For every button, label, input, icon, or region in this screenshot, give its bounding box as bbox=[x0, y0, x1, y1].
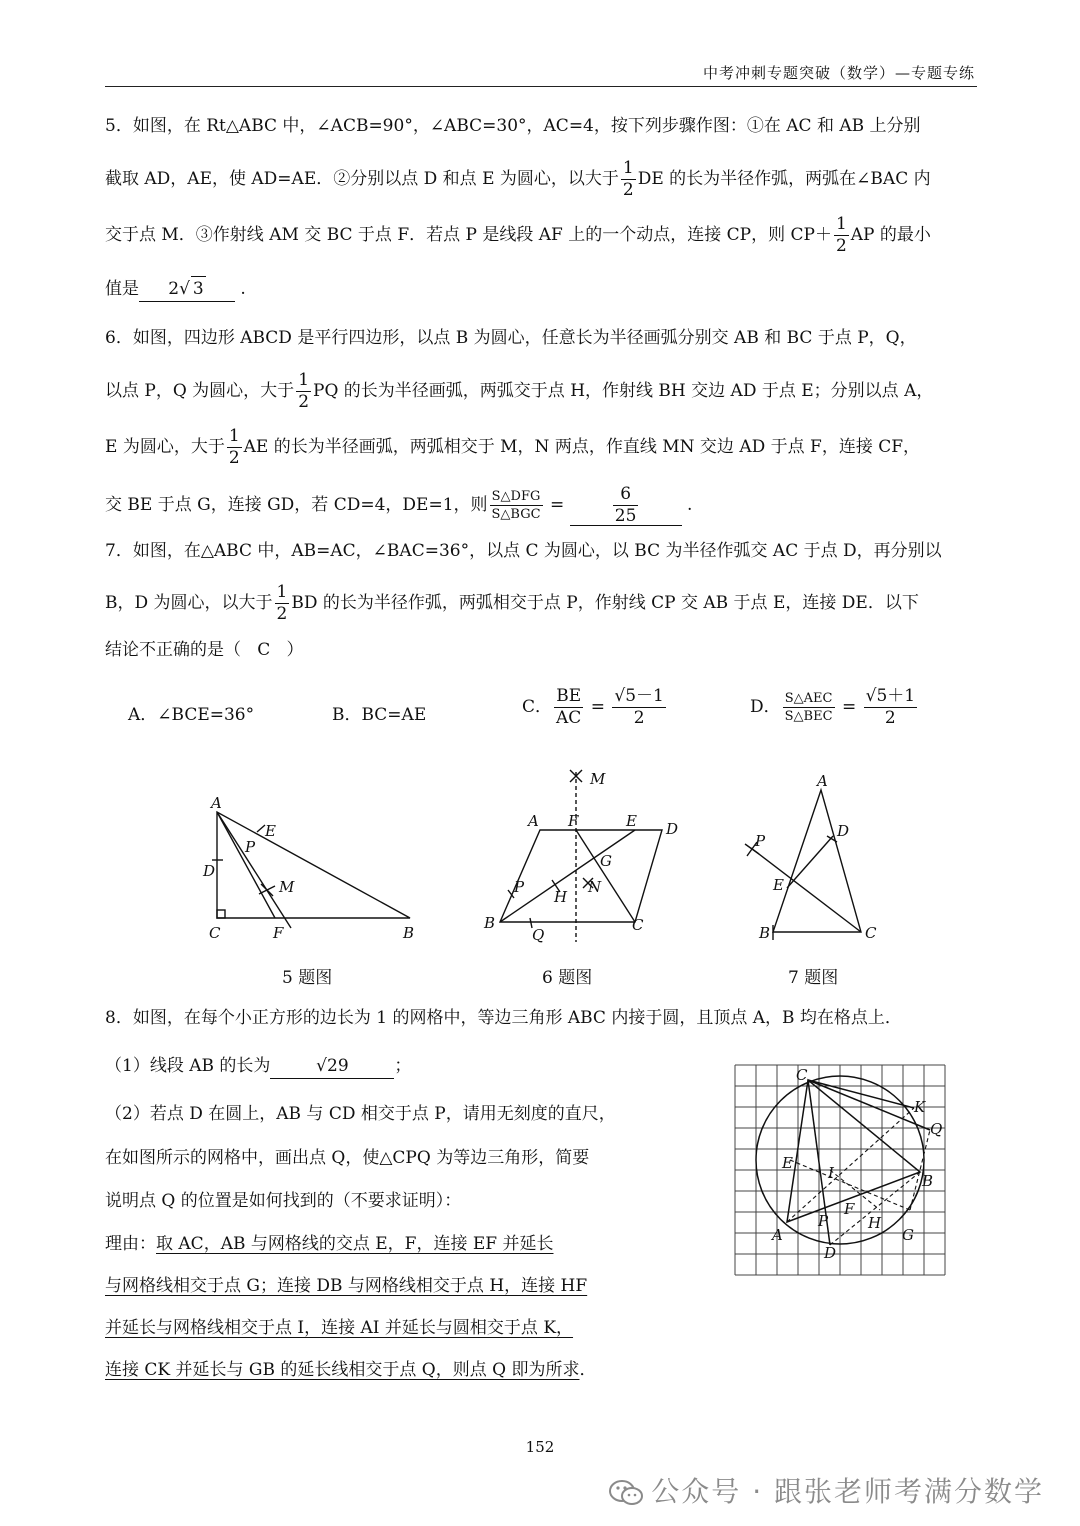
wechat-icon bbox=[609, 1479, 643, 1507]
q8-reason-1: 理由：取 AC，AB 与网格线的交点 E，F，连接 EF 并延长 bbox=[105, 1234, 554, 1254]
q8-part2-c: 说明点 Q 的位置是如何找到的（不要求证明）： bbox=[105, 1191, 462, 1211]
half-fraction: $\frac{1}{2}$ bbox=[298, 370, 310, 412]
q6-answer-blank: $\frac{6}{25}$ bbox=[570, 486, 682, 526]
fig6-caption: 6 题图 bbox=[542, 968, 593, 988]
fig8-label-B: B bbox=[922, 1172, 934, 1190]
q7-option-a: A．∠BCE=36° bbox=[128, 705, 255, 725]
fig7-label-C: C bbox=[865, 924, 877, 942]
fig8-label-I: I bbox=[828, 1164, 834, 1182]
fig8-label-G: G bbox=[902, 1226, 914, 1244]
q8-answer-blank: √29 bbox=[270, 1054, 394, 1079]
fig7-caption: 7 题图 bbox=[788, 968, 839, 988]
fig8-label-K: K bbox=[914, 1098, 926, 1116]
q6-line2: 以点 P，Q 为圆心，大于 $\frac{1}{2}$ PQ 的长为半径画弧，两弧交于点 H，作射线 BH 交边 AD 于点 E；分别以点 A， bbox=[105, 370, 934, 412]
fig6-label-N: N bbox=[588, 878, 602, 896]
q5-line2 bbox=[105, 160, 931, 199]
fig5-label-F: F bbox=[273, 924, 284, 942]
q6-line4: 交 BE 于点 G，连接 GD，若 CD=4，DE=1，则 $\frac{\text{S△DFG}}{\text{S△BGC}}$ = $\frac{6}{25}$ . bbox=[105, 484, 693, 526]
fig5-label-M: M bbox=[279, 878, 295, 896]
fig7-label-A: A bbox=[817, 772, 828, 790]
header-rule bbox=[105, 86, 977, 87]
q8-part1: （1）线段 AB 的长为 √29 ； bbox=[105, 1054, 411, 1079]
q7-line2: B，D 为圆心，以大于 $\frac{1}{2}$ BD 的长为半径作弧，两弧相交于点 P，作射线 CP 交 AB 于点 E，连接 DE．以下 bbox=[105, 582, 919, 624]
q7-line3: 结论不正确的是（ C ） bbox=[105, 640, 304, 660]
fig6-label-F: F bbox=[568, 812, 579, 830]
fig5-caption: 5 题图 bbox=[282, 968, 333, 988]
fig6-label-G: G bbox=[600, 852, 612, 870]
q5-line2-b: DE 的长为半径作弧，两弧在∠BAC 内 bbox=[637, 169, 931, 189]
fig6-label-A: A bbox=[528, 812, 539, 830]
page-number: 152 bbox=[525, 1438, 555, 1456]
fig8-label-H: H bbox=[868, 1214, 882, 1232]
q7-option-c: C． $\frac{BE}{AC}$ = $\frac{√5-1}{2}$ bbox=[522, 686, 664, 728]
fig8-label-A: A bbox=[772, 1226, 783, 1244]
fig8-label-C: C bbox=[796, 1066, 808, 1084]
q5-answer-blank: 2√ 3 bbox=[139, 276, 235, 302]
q7-line1: 7．如图，在△ABC 中，AB=AC，∠BAC=36°，以点 C 为圆心，以 BC 为半径作弧交 AC 于点 D，再分别以 bbox=[105, 541, 942, 561]
q6-ratio: $\frac{\text{S△DFG}}{\text{S△BGC}}$ bbox=[491, 489, 541, 522]
q6-line3: E 为圆心，大于 $\frac{1}{2}$ AE 的长为半径画弧，两弧相交于 M，N 两点，作直线 MN 交边 AD 于点 F，连接 CF， bbox=[105, 426, 921, 468]
fig6-label-P: P bbox=[514, 878, 525, 896]
q7-option-b: B．BC=AE bbox=[332, 705, 427, 725]
q5-line2-a: 截取 AD，AE，使 AD=AE．②分别以点 D 和点 E 为圆心，以大于 bbox=[105, 169, 619, 189]
q5-line3-b: AP 的最小 bbox=[850, 225, 931, 245]
fig6-label-C: C bbox=[632, 916, 644, 934]
q8-reason-4: 连接 CK 并延长与 GB 的延长线相交于点 Q，则点 Q 即为所求． bbox=[105, 1360, 597, 1380]
half-fraction: $\frac{1}{2}$ bbox=[622, 158, 634, 200]
page-header: 中考冲刺专题突破（数学）—专题专练 bbox=[702, 64, 975, 82]
figure-5 bbox=[195, 790, 425, 950]
fig6-label-M: M bbox=[590, 770, 606, 788]
q7-answer: C bbox=[257, 640, 271, 660]
fig7-label-P: P bbox=[755, 832, 766, 850]
watermark bbox=[609, 1470, 1044, 1510]
half-fraction: $\frac{1}{2}$ bbox=[835, 214, 847, 256]
fig5-label-E: E bbox=[265, 822, 276, 840]
q8-line1: 8．如图，在每个小正方形的边长为 1 的网格中，等边三角形 ABC 内接于圆，且顶点 A，B 均在格点上． bbox=[105, 1008, 902, 1028]
fig8-label-D: D bbox=[824, 1244, 837, 1262]
q5-line4-label: 值是 bbox=[105, 279, 139, 299]
fig8-label-Q: Q bbox=[930, 1120, 943, 1138]
q8-reason-3: 并延长与网格线相交于点 I，连接 AI 并延长与圆相交于点 K， bbox=[105, 1318, 574, 1338]
half-fraction: $\frac{1}{2}$ bbox=[276, 582, 288, 624]
fig8-label-P: P bbox=[818, 1212, 829, 1230]
fig8-label-F: F bbox=[844, 1200, 855, 1218]
fig6-label-E: E bbox=[626, 812, 637, 830]
fig5-label-B: B bbox=[403, 924, 415, 942]
figure-6 bbox=[480, 762, 690, 952]
q5-line3-a: 交于点 M．③作射线 AM 交 BC 于点 F．若点 P 是线段 AF 上的一个动点，连接 CP，则 CP＋ bbox=[105, 225, 832, 245]
q5-line1: 5．如图，在 Rt△ABC 中，∠ACB=90°，∠ABC=30°，AC=4，按下列步骤作图：①在 AC 和 AB 上分别 bbox=[105, 116, 921, 136]
watermark-text: 公众号 · 跟张老师考满分数学 bbox=[651, 1475, 1044, 1508]
q6-line1: 6．如图，四边形 ABCD 是平行四边形，以点 B 为圆心，任意长为半径画弧分别交 AB 和 BC 于点 P，Q， bbox=[105, 328, 917, 348]
fig5-label-P: P bbox=[245, 838, 256, 856]
fig5-label-C: C bbox=[209, 924, 221, 942]
figure-8 bbox=[730, 1060, 950, 1280]
fig7-label-E: E bbox=[773, 876, 784, 894]
fig7-label-B: B bbox=[759, 924, 771, 942]
fig6-label-H: H bbox=[554, 888, 568, 906]
fig5-label-A: A bbox=[211, 794, 222, 812]
fig6-label-B: B bbox=[484, 914, 496, 932]
q8-part2-b: 在如图所示的网格中，画出点 Q，使△CPQ 为等边三角形，简要 bbox=[105, 1148, 590, 1168]
q5-line3 bbox=[105, 216, 931, 255]
q8-reason-2: 与网格线相交于点 G；连接 DB 与网格线相交于点 H，连接 HF bbox=[105, 1276, 588, 1296]
half-fraction: $\frac{1}{2}$ bbox=[228, 426, 240, 468]
q5-line4: 值是 2√ 3 . bbox=[105, 276, 246, 302]
fig8-label-E: E bbox=[782, 1154, 793, 1172]
figure-7 bbox=[735, 770, 895, 950]
fig5-label-D: D bbox=[203, 862, 216, 880]
fig6-label-Q: Q bbox=[532, 926, 545, 944]
fig7-label-D: D bbox=[837, 822, 850, 840]
q7-option-d: D． $\frac{\text{S△AEC}}{\text{S△BEC}}$ = $\frac{√5+1}{2}$ bbox=[750, 686, 916, 728]
fig6-label-D: D bbox=[666, 820, 679, 838]
q8-part2-a: （2）若点 D 在圆上，AB 与 CD 相交于点 P，请用无刻度的直尺， bbox=[105, 1104, 616, 1124]
